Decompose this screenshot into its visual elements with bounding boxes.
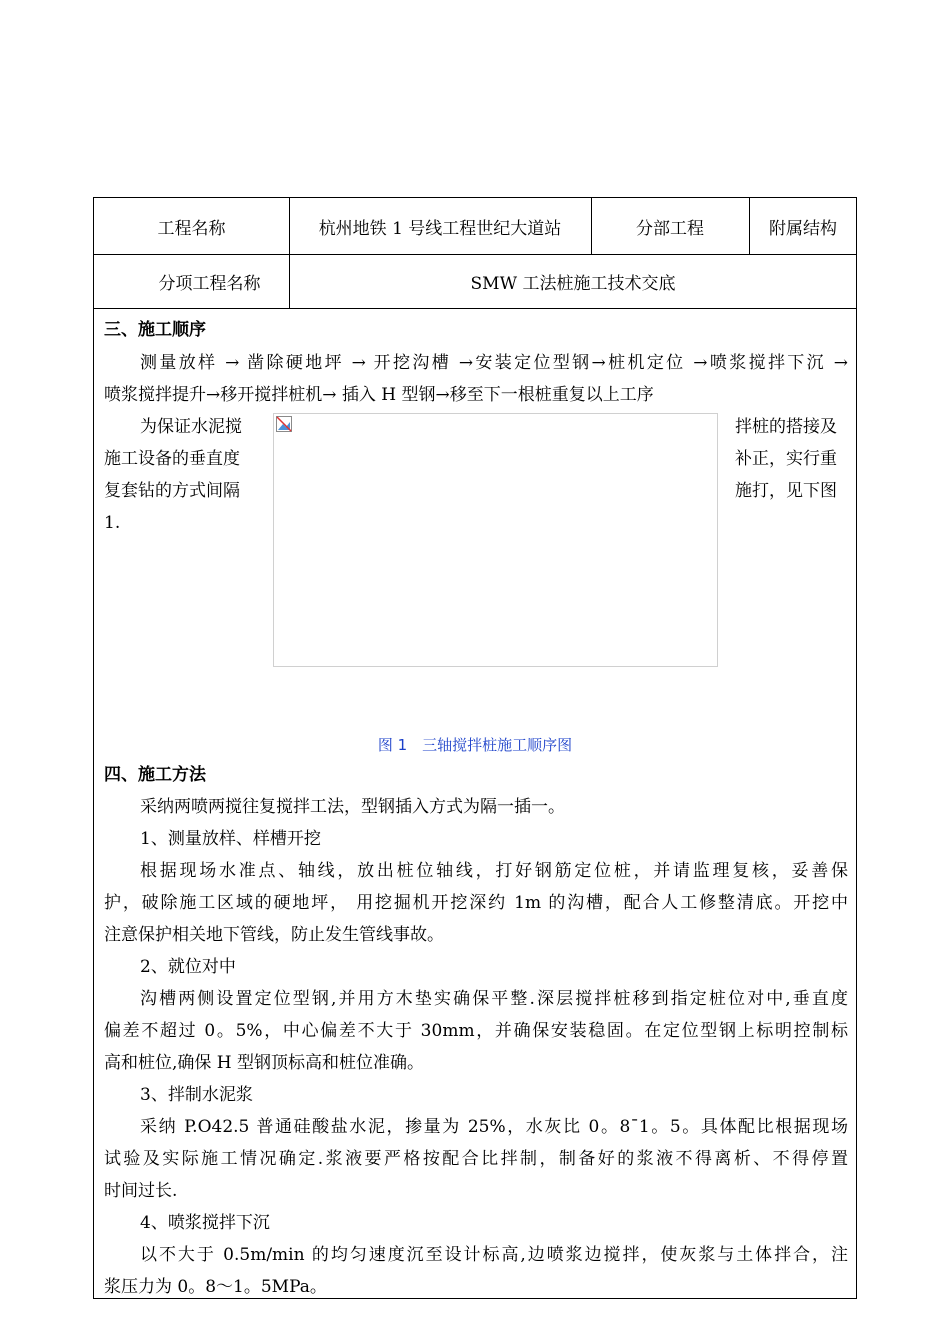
wrap-right-line-2: 补正，实行重 <box>735 449 837 469</box>
subsection-4-line-2: 浆压力为 0。8～1。5MPa。 <box>104 1277 327 1297</box>
wrap-right-line-1: 拌桩的搭接及 <box>735 417 837 437</box>
subsection-3-title: 3、拌制水泥浆 <box>140 1085 253 1105</box>
subsection-2-line-1: 沟槽两侧设置定位型钢,并用方木垫实确保平整.深层搅拌桩移到指定桩位对中,垂直度 <box>140 989 848 1009</box>
subsection-1-line-3: 注意保护相关地下管线，防止发生管线事故。 <box>104 925 444 945</box>
wrap-right-line-3: 施打，见下图 <box>735 481 837 501</box>
subsection-2-line-2: 偏差不超过 0。5%，中心偏差不大于 30mm，并确保安装稳固。在定位型钢上标明控制标 <box>104 1021 848 1041</box>
subsection-3-line-1: 采纳 P.O42.5 普通硅酸盐水泥，掺量为 25%，水灰比 0。8¯1。5。具体配比根据现场 <box>140 1117 848 1137</box>
section4-title: 四、施工方法 <box>104 765 206 785</box>
subitem-value: SMW 工法桩施工技术交底 <box>470 273 676 294</box>
method-intro: 采纳两喷两搅往复搅拌工法，型钢插入方式为隔一插一。 <box>140 797 565 817</box>
wrap-left-line-2: 施工设备的垂直度 <box>104 449 240 469</box>
figure-caption: 图 1 三轴搅拌桩施工顺序图 <box>377 736 573 754</box>
subsection-3-line-2: 试验及实际施工情况确定.浆液要严格按配合比拌制，制备好的浆液不得离析、不得停置 <box>104 1149 848 1169</box>
project-name-label: 工程名称 <box>157 218 226 239</box>
content-body <box>94 308 856 1298</box>
subsection-1-line-1: 根据现场水准点、轴线，放出桩位轴线，打好钢筋定位桩，并请监理复核，妥善保 <box>140 861 848 881</box>
wrap-left-line-3: 复套钻的方式间隔 <box>104 481 240 501</box>
subsection-1-line-2: 护，破除施工区域的硬地坪， 用挖掘机开挖深约 1m 的沟槽，配合人工修整清底。开挖中 <box>104 893 848 913</box>
subsection-3-line-3: 时间过长. <box>104 1181 178 1201</box>
header-row-1 <box>94 198 856 255</box>
division-value: 附属结构 <box>769 218 837 239</box>
disclosure-sheet <box>93 197 857 1299</box>
subsection-4-line-1: 以不大于 0.5m/min 的均匀速度沉至设计标高,边喷浆边搅拌，使灰浆与土体拌合，注 <box>140 1245 848 1265</box>
header-row-2 <box>94 254 856 309</box>
division-label: 分部工程 <box>636 218 704 239</box>
subsection-2-title: 2、就位对中 <box>140 957 236 977</box>
wrap-left-line-1: 为保证水泥搅 <box>140 417 242 437</box>
project-name-value: 杭州地铁 1 号线工程世纪大道站 <box>318 218 562 239</box>
section3-title: 三、施工顺序 <box>104 320 206 340</box>
subitem-label: 分项工程名称 <box>158 273 261 294</box>
sequence-line-1: 测量放样 → 凿除硬地坪 → 开挖沟槽 →安装定位型钢→桩机定位 →喷浆搅拌下沉 → <box>140 353 848 373</box>
subsection-1-title: 1、测量放样、样槽开挖 <box>140 829 321 849</box>
subsection-2-line-3: 高和桩位,确保 H 型钢顶标高和桩位准确。 <box>104 1053 425 1073</box>
subsection-4-title: 4、喷浆搅拌下沉 <box>140 1213 270 1233</box>
wrap-left-line-4: 1. <box>104 513 121 533</box>
figure-placeholder <box>273 413 718 667</box>
sequence-line-2: 喷浆搅拌提升→移开搅拌桩机→ 插入 H 型钢→移至下一根桩重复以上工序 <box>104 385 654 405</box>
broken-image-icon <box>276 416 292 432</box>
